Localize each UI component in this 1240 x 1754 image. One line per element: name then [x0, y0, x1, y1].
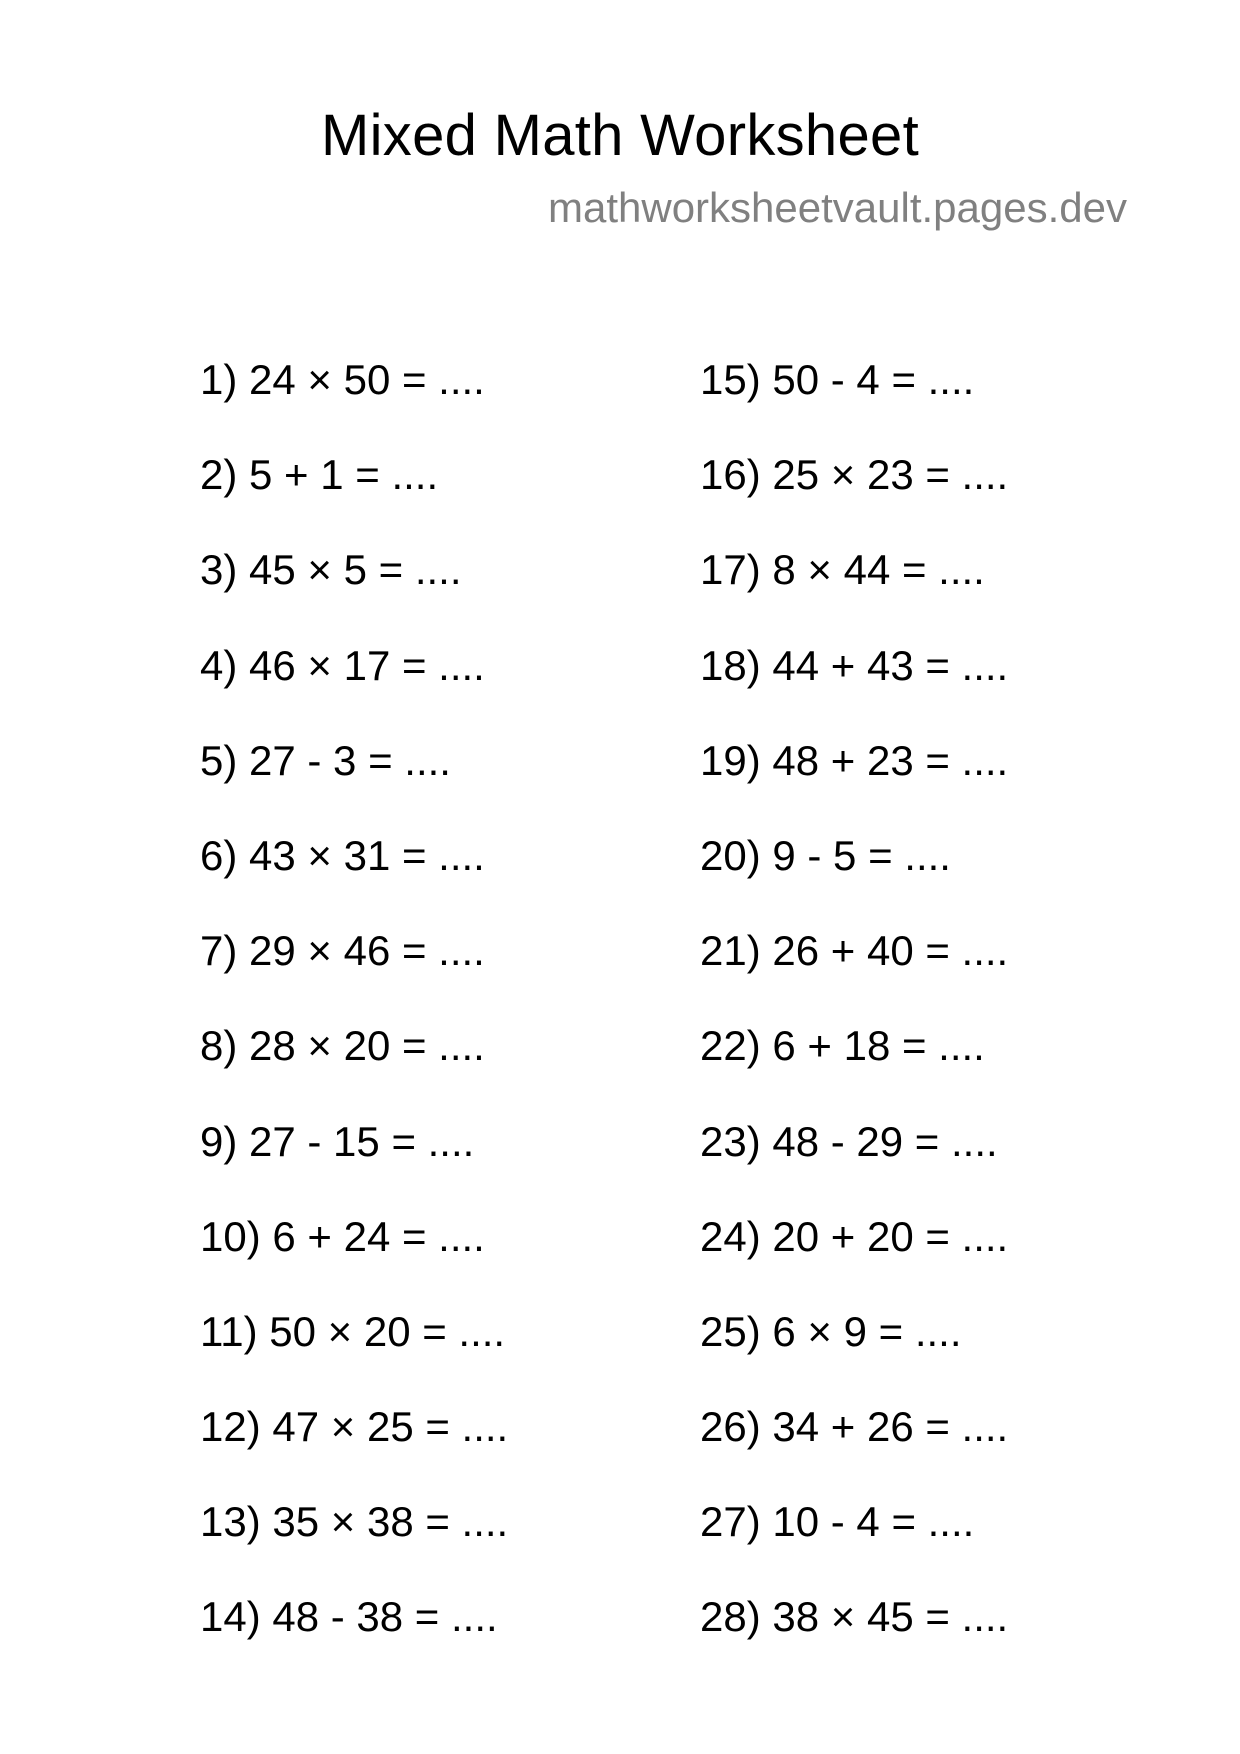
- problem-item: 18) 44 + 43 = ....: [700, 641, 1009, 689]
- problem-item: 22) 6 + 18 = ....: [700, 1022, 985, 1070]
- problem-item: 28) 38 × 45 = ....: [700, 1593, 1009, 1641]
- problem-item: 15) 50 - 4 = ....: [700, 356, 975, 403]
- problem-item: 6) 43 × 31 = ....: [200, 831, 485, 879]
- problem-item: 19) 48 + 23 = ....: [700, 736, 1009, 784]
- problem-item: 16) 25 × 23 = ....: [700, 451, 1009, 499]
- problem-item: 26) 34 + 26 = ....: [700, 1403, 1009, 1451]
- problem-item: 11) 50 × 20 = ....: [200, 1307, 506, 1355]
- problem-item: 20) 9 - 5 = ....: [700, 831, 951, 879]
- problems-column-right: [700, 350, 1160, 1683]
- problem-item: 9) 27 - 15 = ....: [200, 1117, 475, 1165]
- problem-item: 17) 8 × 44 = ....: [700, 546, 985, 594]
- problem-item: 14) 48 - 38 = ....: [200, 1593, 498, 1641]
- problem-item: 23) 48 - 29 = ....: [700, 1117, 998, 1165]
- problem-item: 8) 28 × 20 = ....: [200, 1022, 485, 1070]
- problem-item: 4) 46 × 17 = ....: [200, 641, 485, 689]
- problem-item: 13) 35 × 38 = ....: [200, 1498, 509, 1546]
- problems-column-left: [200, 350, 660, 1683]
- problem-item: 1) 24 × 50 = ....: [200, 356, 485, 403]
- problem-item: 12) 47 × 25 = ....: [200, 1403, 509, 1451]
- problem-item: 10) 6 + 24 = ....: [200, 1212, 485, 1260]
- problem-item: 24) 20 + 20 = ....: [700, 1212, 1009, 1260]
- problem-item: 21) 26 + 40 = ....: [700, 927, 1009, 975]
- problem-item: 3) 45 × 5 = ....: [200, 546, 462, 594]
- problem-item: 27) 10 - 4 = ....: [700, 1498, 975, 1546]
- problem-item: 25) 6 × 9 = ....: [700, 1307, 962, 1355]
- page-title: Mixed Math Worksheet: [320, 103, 920, 168]
- problem-item: 2) 5 + 1 = ....: [200, 451, 439, 499]
- problem-item: 5) 27 - 3 = ....: [200, 736, 451, 784]
- site-url: mathworksheetvault.pages.dev: [548, 184, 1127, 231]
- problem-item: 7) 29 × 46 = ....: [200, 927, 485, 975]
